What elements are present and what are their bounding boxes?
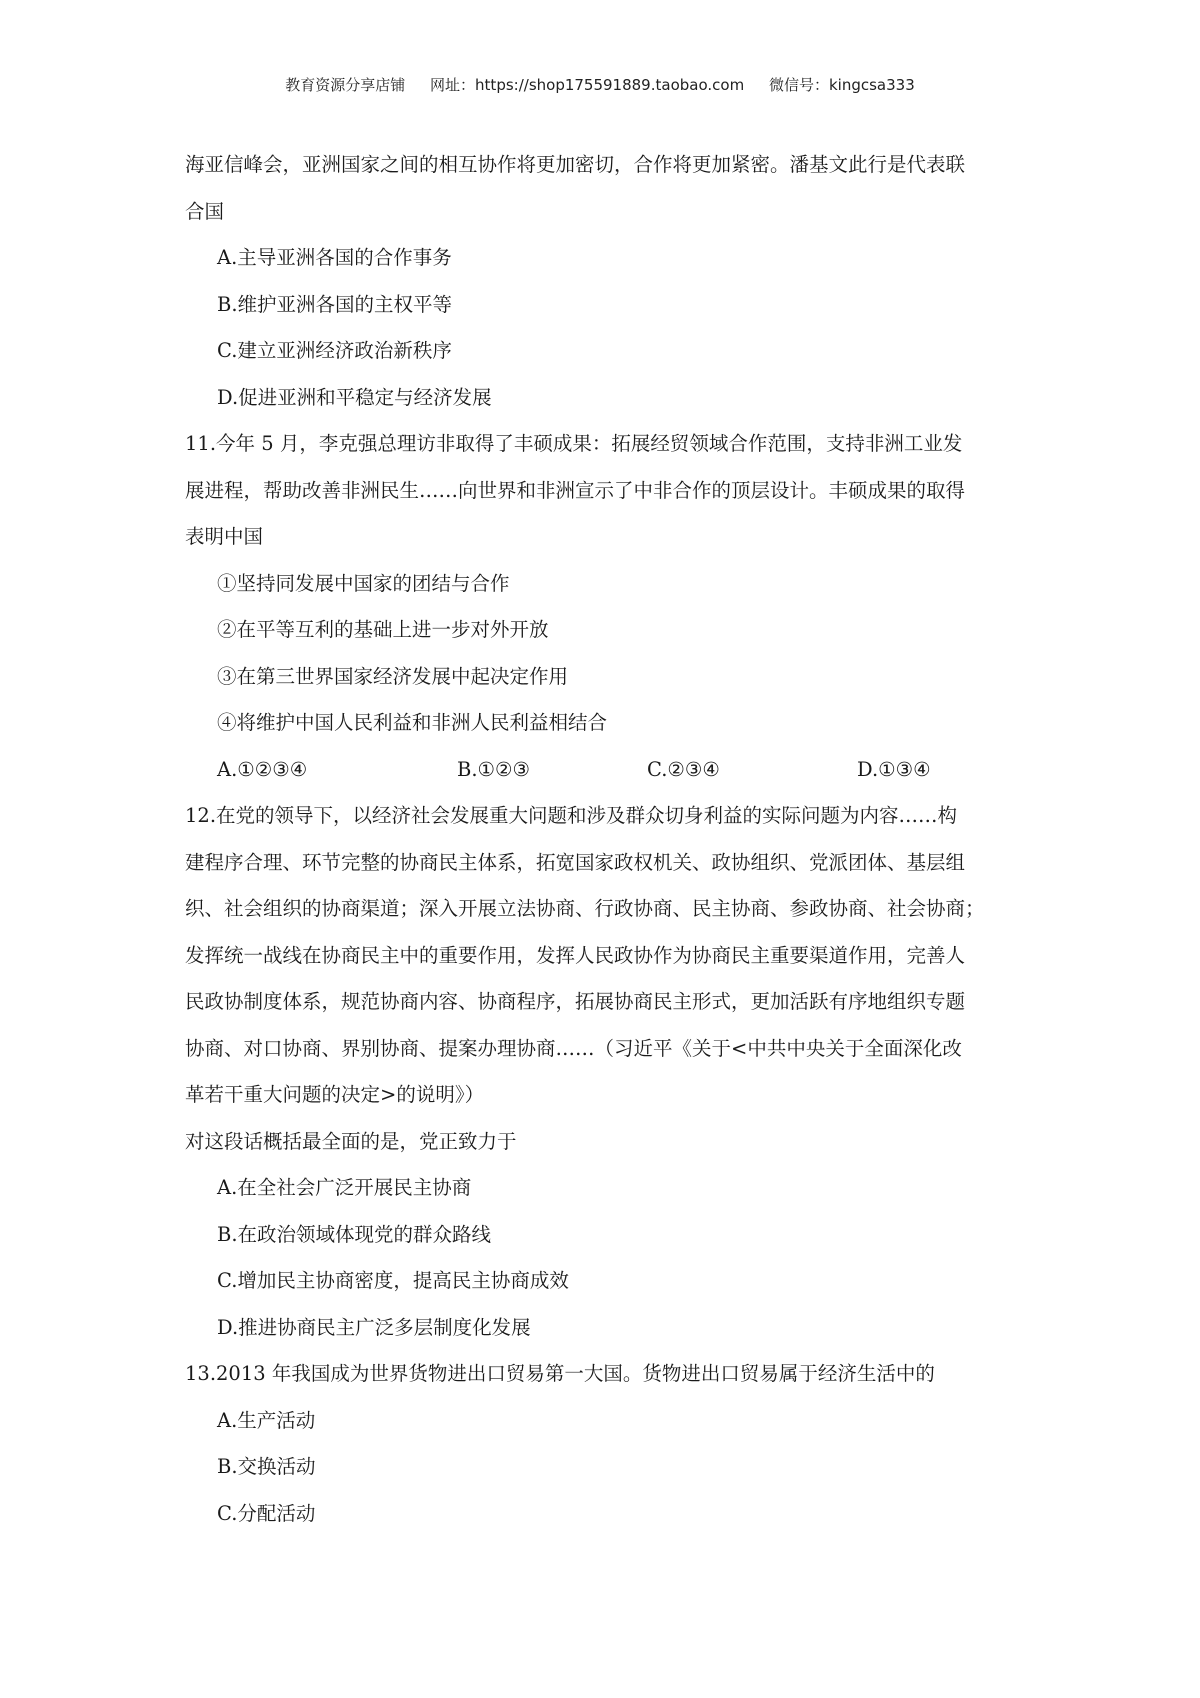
answer-option-d: D.促进亚洲和平稳定与经济发展: [217, 385, 492, 409]
answer-option-a: A.主导亚洲各国的合作事务: [217, 246, 452, 269]
question-stem-line: 海亚信峰会，亚洲国家之间的相互协作将更加密切，合作将更加紧密。潘基文此行是代表联: [185, 153, 966, 176]
answer-option-c: C.②③④: [647, 757, 720, 781]
answer-option-a: A.在全社会广泛开展民主协商: [217, 1176, 472, 1199]
shop-url: 网址：https://shop175591889.taobao.com: [430, 76, 745, 94]
wechat-id: 微信号：kingcsa333: [768, 76, 915, 94]
answer-option-c: C.分配活动: [217, 1501, 316, 1525]
question-13: [185, 1351, 1027, 1537]
answer-option-c: C.增加民主协商密度，提高民主协商成效: [217, 1269, 569, 1292]
question-stem-line: 革若干重大问题的决定>的说明》）: [185, 1083, 485, 1106]
question-stem-line: 展进程，帮助改善非洲民生……向世界和非洲宣示了中非合作的顶层设计。丰硕成果的取得: [185, 478, 966, 502]
question-stem-line: 协商、对口协商、界别协商、提案办理协商……（习近平《关于<中共中央关于全面深化改: [185, 1036, 962, 1060]
page-header: [0, 74, 1200, 95]
answer-option-c: C.建立亚洲经济政治新秩序: [217, 339, 452, 362]
question-stem-line: 织、社会组织的协商渠道；深入开展立法协商、行政协商、民主协商、参政协商、社会协商；: [185, 897, 985, 920]
question-stem-line: 合国: [185, 199, 225, 223]
statement-1: ①坚持同发展中国家的团结与合作: [217, 571, 510, 595]
question-10: [185, 142, 1027, 421]
question-stem-line: 民政协制度体系，规范协商内容、协商程序，拓展协商民主形式，更加活跃有序地组织专题: [185, 990, 966, 1013]
answer-option-a: A.①②③④: [217, 757, 308, 781]
statement-4: ④将维护中国人民利益和非洲人民利益相结合: [217, 711, 608, 734]
answer-option-d: D.推进协商民主广泛多层制度化发展: [217, 1315, 531, 1339]
document-body: [185, 142, 1027, 1537]
question-stem-line: 12.在党的领导下，以经济社会发展重大问题和涉及群众切身利益的实际问题为内容……构: [185, 804, 958, 827]
statement-2: ②在平等互利的基础上进一步对外开放: [217, 618, 549, 641]
question-stem-line: 11.今年 5 月，李克强总理访非取得了丰硕成果：拓展经贸领域合作范围，支持非洲工业发: [185, 432, 963, 455]
shop-name: 教育资源分享店铺: [285, 76, 406, 94]
answer-option-a: A.生产活动: [217, 1408, 316, 1432]
answer-option-b: B.交换活动: [217, 1455, 316, 1478]
answer-options-row: [185, 747, 1027, 794]
question-stem-line: 13.2013 年我国成为世界货物进出口贸易第一大国。货物进出口贸易属于经济生活中的: [185, 1362, 935, 1385]
question-prompt: 对这段话概括最全面的是，党正致力于: [185, 1129, 517, 1153]
question-12: [185, 793, 1027, 1351]
question-stem-line: 表明中国: [185, 525, 264, 548]
answer-option-b: B.在政治领域体现党的群众路线: [217, 1222, 492, 1246]
answer-option-b: B.维护亚洲各国的主权平等: [217, 292, 453, 316]
answer-option-d: D.①③④: [857, 757, 931, 781]
answer-option-b: B.①②③: [457, 757, 530, 781]
question-stem-line: 建程序合理、环节完整的协商民主体系，拓宽国家政权机关、政协组织、党派团体、基层组: [185, 850, 966, 874]
question-stem-line: 发挥统一战线在协商民主中的重要作用，发挥人民政协作为协商民主重要渠道作用，完善人: [185, 943, 966, 967]
question-11: [185, 421, 1027, 793]
statement-3: ③在第三世界国家经济发展中起决定作用: [217, 664, 569, 688]
